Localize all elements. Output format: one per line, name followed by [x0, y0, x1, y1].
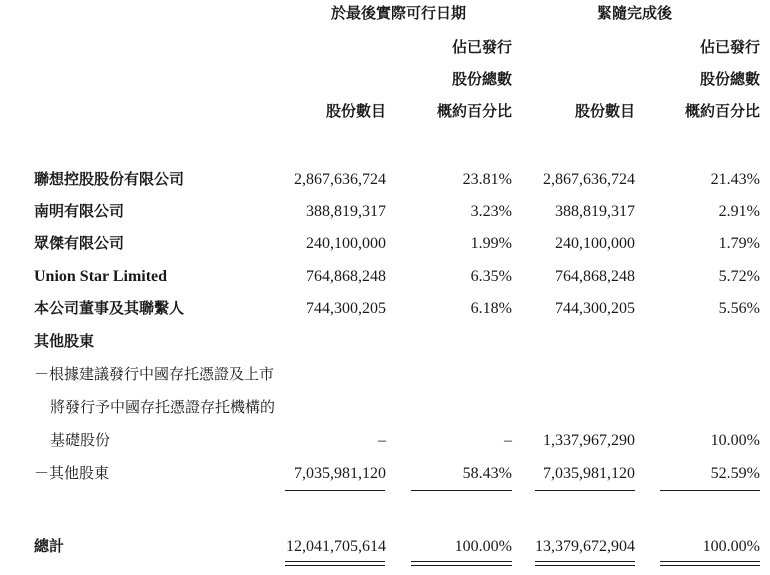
total-pct-after: 100.00% [702, 538, 760, 555]
total-double-rule [411, 565, 512, 566]
total-shares-after: 13,379,672,904 [535, 538, 635, 555]
row-pct-after: 1.79% [718, 235, 760, 252]
cdr-shares-after: 1,337,967,290 [543, 432, 635, 449]
cdr-shares-latest: – [378, 432, 386, 449]
row-label: 南明有限公司 [34, 202, 125, 220]
row-pct-after: 5.72% [718, 268, 760, 285]
subtotal-rule [535, 490, 635, 491]
subtotal-rule [411, 490, 512, 491]
others-label: －其他股東 [34, 464, 110, 482]
others-shares-latest: 7,035,981,120 [294, 465, 386, 482]
cdr-label-line3: 基礎股份 [50, 431, 111, 449]
row-shares-after: 764,868,248 [555, 268, 635, 285]
col4-header-line2: 股份總數 [699, 70, 760, 88]
header-after-completion: 緊隨完成後 [597, 4, 673, 22]
subtotal-rule [660, 490, 760, 491]
others-shares-after: 7,035,981,120 [543, 465, 635, 482]
total-double-rule [285, 561, 385, 562]
row-shares-latest: 240,100,000 [306, 235, 386, 252]
row-pct-latest: 1.99% [470, 235, 512, 252]
total-double-rule [660, 561, 760, 562]
others-pct-latest: 58.43% [462, 465, 512, 482]
header-latest-practicable-date: 於最後實際可行日期 [331, 4, 467, 22]
total-double-rule [535, 561, 635, 562]
row-shares-latest: 388,819,317 [306, 203, 386, 220]
other-shareholders-heading: 其他股東 [34, 332, 95, 350]
subtotal-rule [285, 490, 385, 491]
row-shares-after: 388,819,317 [555, 203, 635, 220]
cdr-label-line2: 將發行予中國存托憑證存托機構的 [50, 398, 276, 416]
row-shares-latest: 744,300,205 [306, 300, 386, 317]
cdr-pct-after: 10.00% [710, 432, 760, 449]
total-double-rule [285, 565, 385, 566]
row-pct-latest: 3.23% [470, 203, 512, 220]
row-pct-after: 2.91% [718, 203, 760, 220]
row-label: Union Star Limited [34, 268, 168, 285]
total-double-rule [411, 561, 512, 562]
col2-header-line3: 概約百分比 [436, 102, 512, 120]
col2-header-line2: 股份總數 [451, 70, 512, 88]
cdr-label-line1: －根據建議發行中國存托憑證及上市 [34, 365, 275, 383]
col3-header: 股份數目 [574, 102, 635, 120]
total-pct-latest: 100.00% [454, 538, 512, 555]
total-label: 總計 [34, 537, 65, 555]
col1-header: 股份數目 [325, 102, 386, 120]
row-pct-after: 5.56% [718, 300, 760, 317]
col4-header-line3: 概約百分比 [684, 102, 760, 120]
row-shares-latest: 764,868,248 [306, 268, 386, 285]
row-shares-after: 2,867,636,724 [543, 171, 635, 188]
total-shares-latest: 12,041,705,614 [286, 538, 386, 555]
row-pct-latest: 6.35% [470, 268, 512, 285]
total-double-rule [535, 565, 635, 566]
row-shares-latest: 2,867,636,724 [294, 171, 386, 188]
row-label: 聯想控股股份有限公司 [34, 170, 185, 188]
row-label: 眾傑有限公司 [34, 234, 125, 252]
row-pct-latest: 23.81% [462, 171, 512, 188]
col2-header-line1: 佔已發行 [451, 38, 512, 56]
others-pct-after: 52.59% [710, 465, 760, 482]
row-shares-after: 240,100,000 [555, 235, 635, 252]
total-double-rule [660, 565, 760, 566]
col4-header-line1: 佔已發行 [699, 38, 760, 56]
cdr-pct-latest: – [504, 432, 512, 449]
row-pct-latest: 6.18% [470, 300, 512, 317]
row-label: 本公司董事及其聯繫人 [34, 299, 185, 317]
row-shares-after: 744,300,205 [555, 300, 635, 317]
row-pct-after: 21.43% [710, 171, 760, 188]
